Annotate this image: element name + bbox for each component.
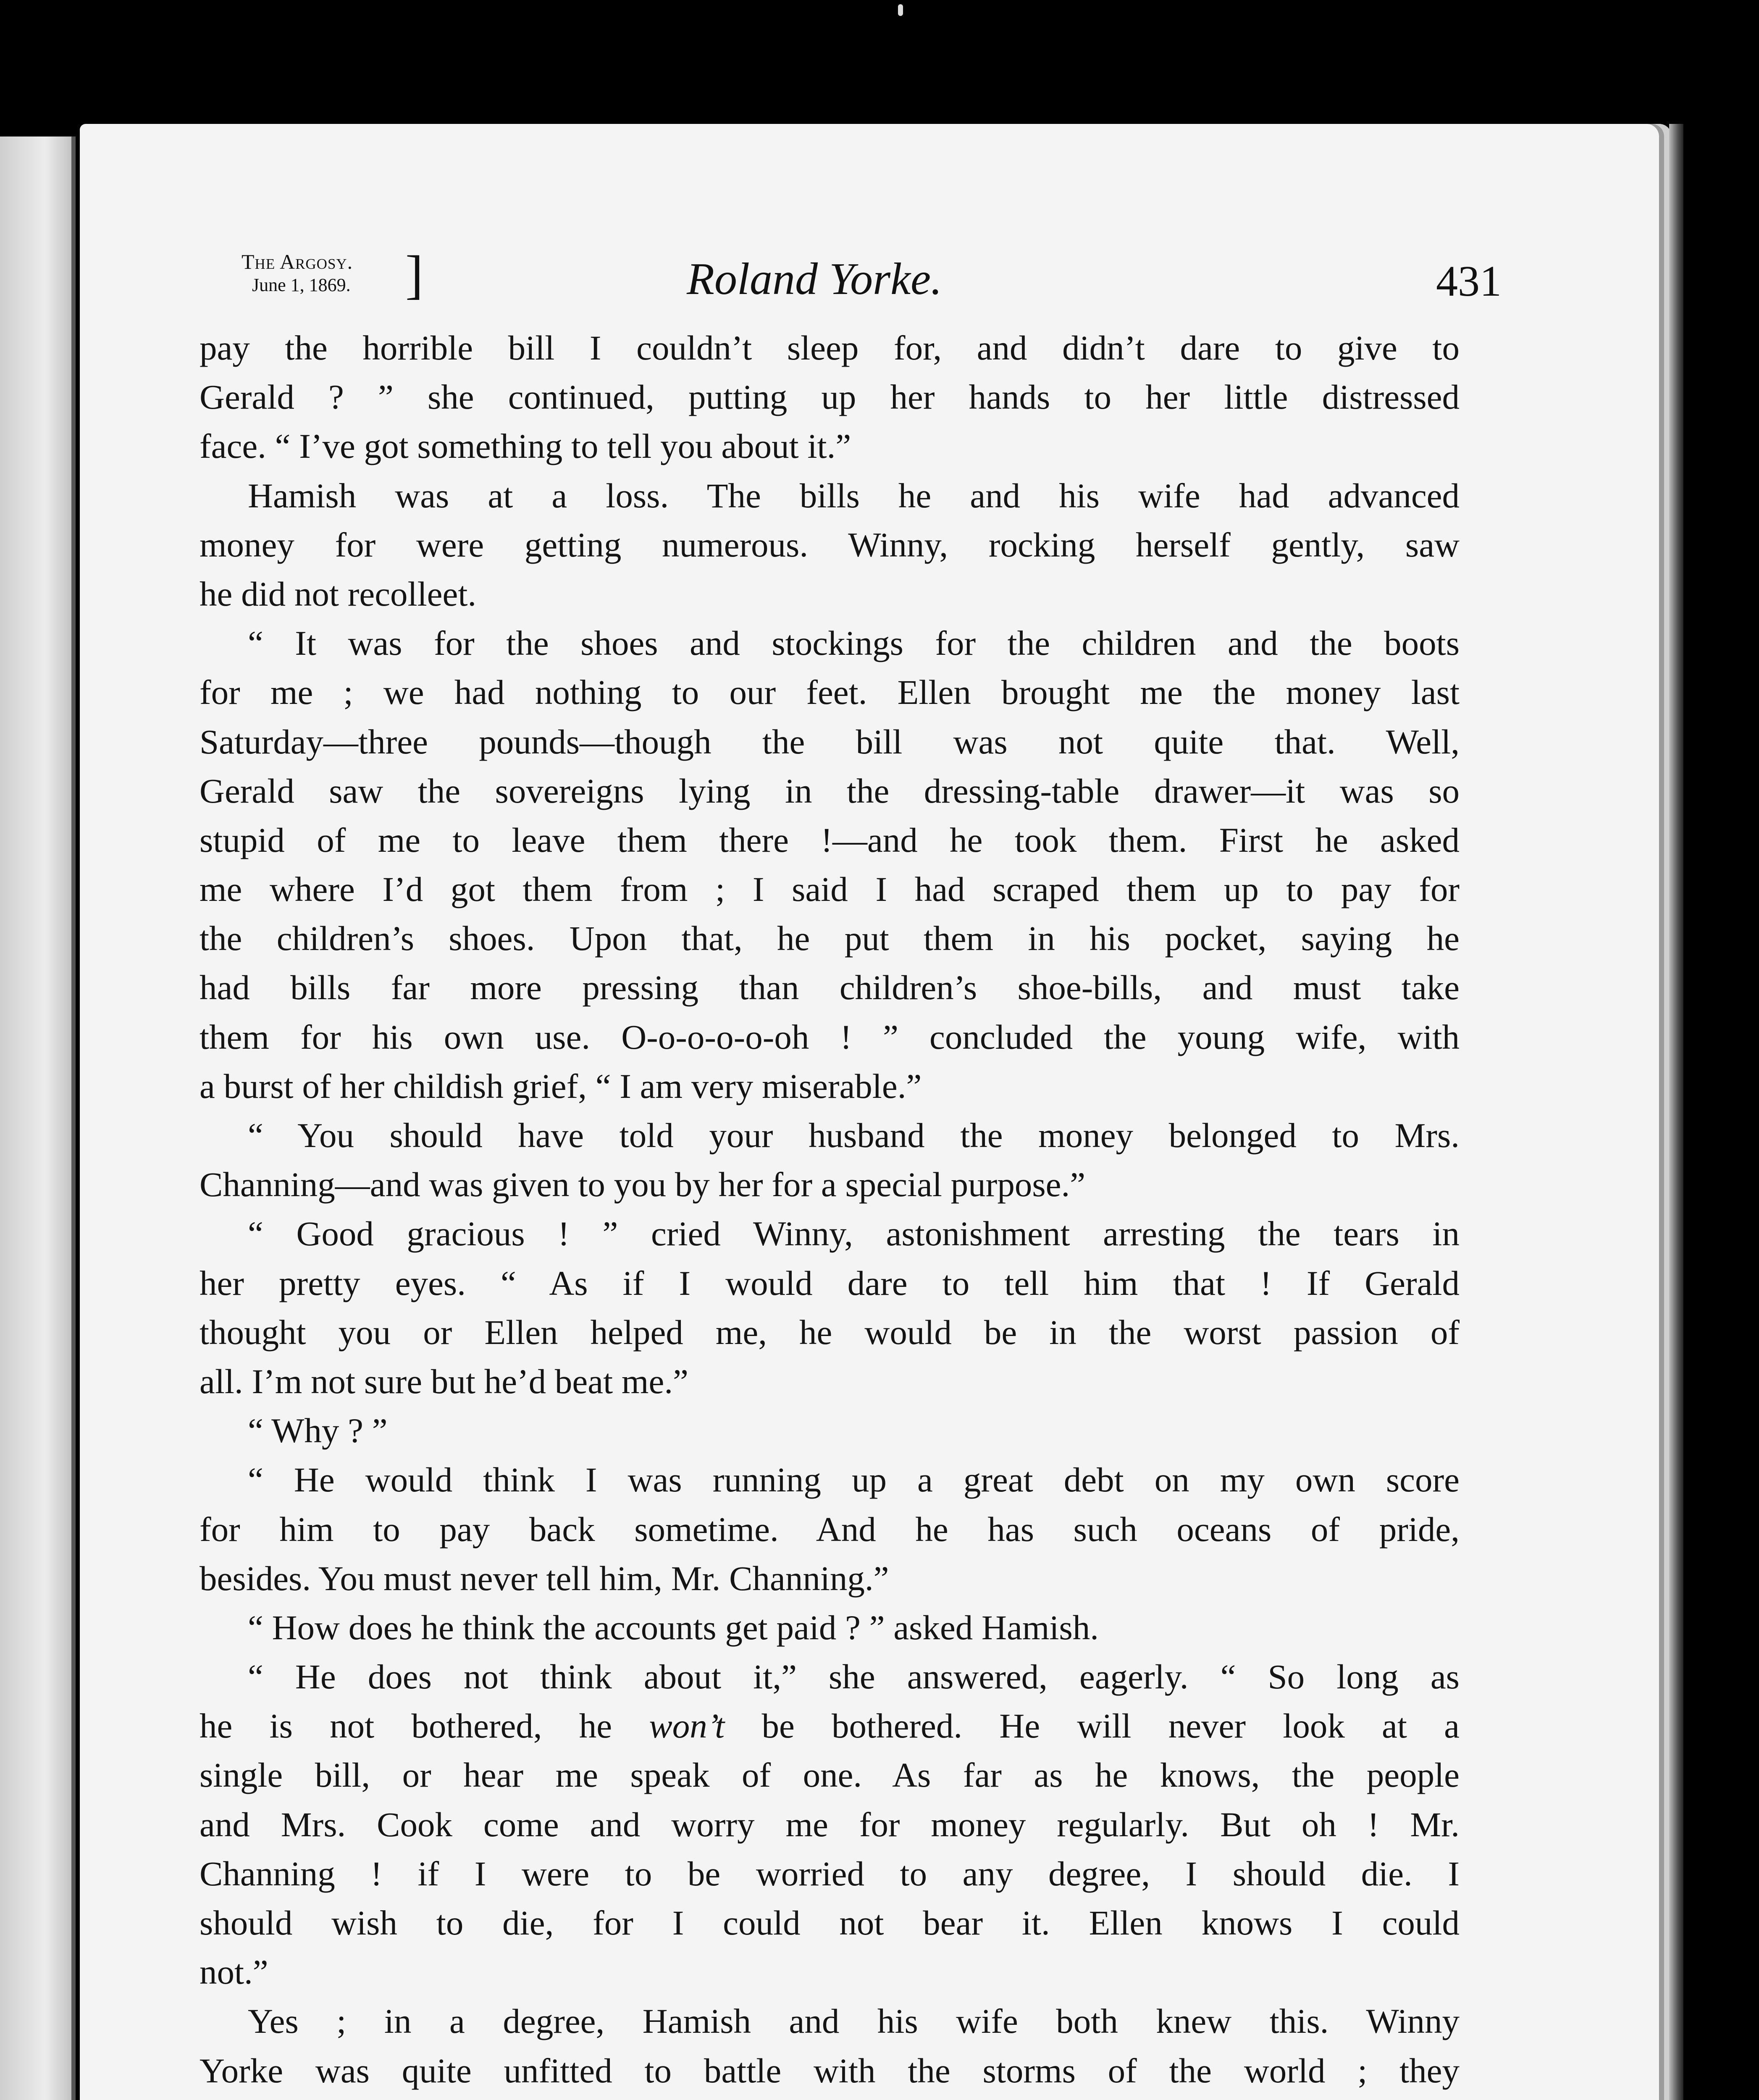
- text-line: besides. You must never tell him, Mr. Channing.”: [200, 1559, 889, 1598]
- journal-date: June 1, 1869.: [252, 275, 351, 295]
- text-line: Gerald ? ” she continued, putting up her hands to her little distressed: [200, 378, 1460, 417]
- text-line: “ You should have told your husband the money belonged to Mrs.: [248, 1116, 1460, 1155]
- text-line: a burst of her childish grief, “ I am very miserable.”: [200, 1066, 922, 1105]
- text-line: the children’s shoes. Upon that, he put them in his pocket, saying he: [200, 919, 1460, 958]
- text-line: “ Good gracious ! ” cried Winny, astonishment arresting the tears in: [248, 1214, 1460, 1253]
- text-line: her pretty eyes. “ As if I would dare to tell him that ! If Gerald: [200, 1263, 1460, 1302]
- text-line: [200, 2095, 1460, 2100]
- text-line: Saturday—three pounds—though the bill was not quite that. Well,: [200, 722, 1460, 761]
- running-title: Roland Yorke.: [687, 254, 943, 304]
- text-line: single bill, or hear me speak of one. As far as he knows, the people: [200, 1756, 1460, 1795]
- text-line: Channing—and was given to you by her for a special purpose.”: [200, 1165, 1086, 1204]
- journal-citation: [242, 250, 353, 297]
- text-line: Yorke was quite unfitted to battle with the storms of the world ; they: [200, 2051, 1460, 2090]
- text-line: Yes ; in a degree, Hamish and his wife both knew this. Winny: [248, 2002, 1460, 2041]
- text-line: “ It was for the shoes and stockings for the children and the boots: [248, 624, 1460, 663]
- text-line: should wish to die, for I could not bear it. Ellen knows I could: [200, 1903, 1460, 1942]
- text-line: Channing ! if I were to be worried to any degree, I should die. I: [200, 1854, 1460, 1893]
- text-line: “ How does he think the accounts get paid ? ” asked Hamish.: [248, 1608, 1099, 1647]
- citation-bracket: ]: [405, 245, 423, 304]
- page-number: 431: [1436, 257, 1502, 305]
- top-speck: [898, 4, 903, 16]
- text-line: Gerald saw the sovereigns lying in the dressing-table drawer—it was so: [200, 771, 1460, 810]
- page-header: [242, 245, 1502, 313]
- journal-name: The Argosy.: [242, 250, 353, 273]
- facing-page-edge: [0, 136, 76, 2100]
- text-line: them for his own use. O-o-o-o-o-oh ! ” concluded the young wife, with: [200, 1017, 1460, 1056]
- text-line: “ He would think I was running up a great debt on my own score: [248, 1460, 1460, 1499]
- text-line: me where I’d got them from ; I said I had scraped them up to pay for: [200, 870, 1460, 909]
- text-line: thought you or Ellen helped me, he would be in the worst passion of: [200, 1312, 1460, 1352]
- text-line: “ He does not think about it,” she answered, eagerly. “ So long as: [248, 1657, 1460, 1696]
- text-line: all. I’m not sure but he’d beat me.”: [200, 1362, 688, 1401]
- text-line: had bills far more pressing than children’s shoe-bills, and must take: [200, 968, 1460, 1007]
- page-right-edge: [1669, 124, 1683, 2100]
- text-line: Hamish was at a loss. The bills he and his wife had advanced: [248, 476, 1460, 515]
- text-line: he did not recolleet.: [200, 574, 477, 613]
- text-line: pay the horrible bill I couldn’t sleep for, and didn’t dare to give to: [200, 328, 1460, 367]
- text-line: for him to pay back sometime. And he has such oceans of pride,: [200, 1509, 1460, 1549]
- text-line: and Mrs. Cook come and worry me for money regularly. But oh ! Mr.: [200, 1805, 1460, 1844]
- text-line: “ Why ? ”: [248, 1411, 388, 1450]
- text-line: money for were getting numerous. Winny, rocking herself gently, saw: [200, 525, 1460, 564]
- text-line: for me ; we had nothing to our feet. Ellen brought me the money last: [200, 673, 1460, 712]
- text-line: stupid of me to leave them there !—and he took them. First he asked: [200, 820, 1460, 859]
- body-text: [200, 323, 1460, 2100]
- text-line: not.”: [200, 1953, 268, 1992]
- text-line: face. “ I’ve got something to tell you about it.”: [200, 427, 851, 466]
- text-line: he is not bothered, he won’t be bothered. He will never look at a: [200, 1706, 1460, 1746]
